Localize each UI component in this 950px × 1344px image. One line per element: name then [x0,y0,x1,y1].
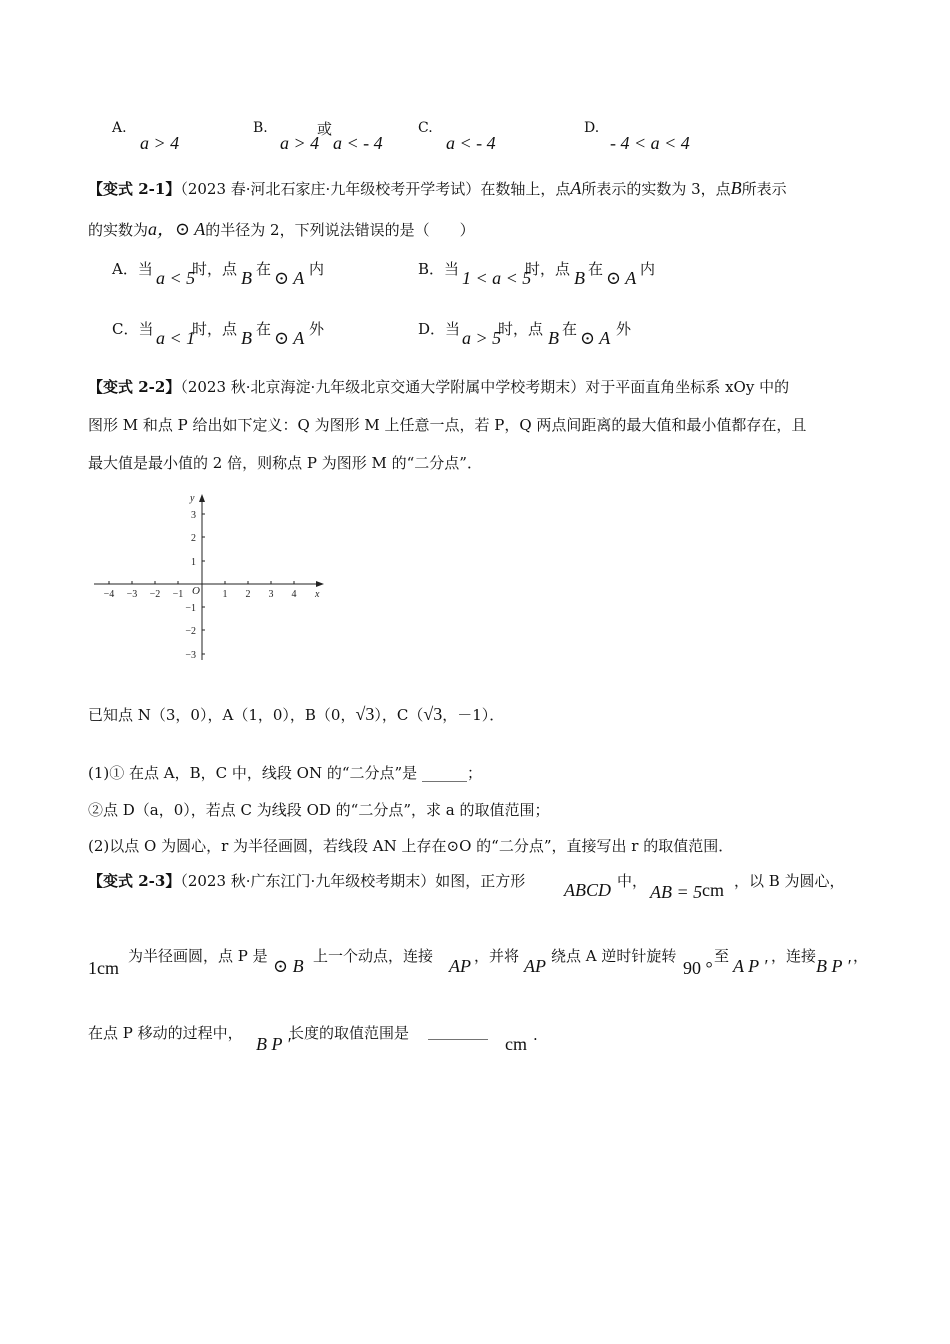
period: . [533,1026,538,1044]
point-b: B [730,178,742,198]
text: 所表示的实数为 3，点 [581,180,731,198]
option-b-expr1: a > 4 [280,133,320,153]
coordinate-grid-figure [88,490,338,665]
text: 所表示 [741,180,787,198]
variant-2-2-line2: 图形 M 和点 P 给出如下定义：Q 为图形 M 上任意一点，若 P，Q 两点间距离的最大值和最小值都存在，且 [88,416,807,434]
variant-2-2-line3: 最大值是最小值的 2 倍，则称点 P 为图形 M 的“二分点”． [88,454,482,472]
v21-option-c-b: B [241,328,252,348]
sqrt3: √3 [423,704,443,724]
x-axis-arrow [316,581,324,587]
unit-cm: cm [505,1034,527,1054]
x-tick-label: 4 [291,589,297,600]
variant-tag: 【变式 2-1】 [88,180,181,198]
y-tick-label: −3 [185,650,196,661]
variant-tag: 【变式 2-2】 [88,378,181,396]
v21-option-c-end: 外 [309,320,325,338]
text: ，并将 [474,947,520,965]
variant-tag: 【变式 2-3】 [88,872,181,890]
question-1-2: ②点 D（a，0），若点 C 为线段 OD 的“二分点”，求 a 的取值范围； [88,801,550,819]
variant-2-1-line1 [88,178,787,199]
text: 绕点 A 逆时针旋转 [551,947,677,965]
v21-option-b-circle: ⊙ A [606,268,637,288]
text: 已知点 N（3，0），A（1，0），B（0， [88,706,356,724]
v21-option-a-end: 内 [309,260,325,278]
v21-option-d-expr: a > 5 [462,328,502,348]
v21-option-d-mid: 时，点 [498,320,544,338]
option-b-expr2: a < - 4 [333,133,383,153]
text: 为半径画圆，点 P 是 [128,947,268,965]
v21-option-c-circle: ⊙ A [274,328,305,348]
y-tick-label: 2 [191,533,196,544]
v21-option-d-circle: ⊙ A [580,328,611,348]
text: 长度的取值范围是 [289,1024,410,1042]
answer-blank[interactable]: ________ [428,1022,488,1040]
sqrt3: √3 [355,704,375,724]
x-tick-label: 1 [222,589,228,600]
v21-option-b-expr: 1 < a < 5 [462,268,532,288]
text: 上一个动点，连接 [313,947,434,965]
x-tick-label: −4 [103,589,115,600]
unit-cm: cm [97,958,119,978]
unit-cm: cm [702,880,724,900]
y-axis-arrow [199,494,205,502]
text: ，连接 [771,947,817,965]
text: （2023 秋·广东江门·九年级校考期末）如图，正方形 [180,872,526,890]
text: ），C（ [374,706,424,724]
known-points-line [88,704,504,725]
y-axis-label: y [190,493,195,504]
x-tick-label: −2 [149,589,161,600]
text: 的实数为 [88,221,149,239]
v21-option-b-mid: 时，点 [525,260,571,278]
radius-value [88,958,119,979]
variant-2-1-line2 [88,215,475,241]
text: 在点 P 移动的过程中， [88,1024,243,1042]
segment-b-pprime: B P ′ [816,956,851,976]
option-a-label: A. [112,120,127,136]
v21-option-c-mid: 时，点 [192,320,238,338]
option-c-expr: a < - 4 [446,133,496,153]
v21-option-d-in: 在 [562,320,578,338]
x-axis-label: x [315,589,320,600]
option-b-or: 或 [317,120,333,138]
text: ，以 B 为圆心， [734,872,845,890]
text: 至 [714,947,730,965]
label: A．当 [112,260,153,278]
y-tick-label: −1 [185,603,196,614]
text: 在数轴上，点 [480,180,571,198]
angle-90: 90 ° [683,958,713,978]
var-a: a [148,219,158,239]
ab-equation: AB = 5 [650,882,703,902]
variant-2-2-line1 [88,376,789,397]
square-abcd: ABCD [564,880,611,900]
x-tick-label: −3 [126,589,138,600]
v21-option-d-end: 外 [616,320,632,338]
text: 的半径为 2，下列说法错误的是（ ） [205,221,475,239]
segment-b-pprime: B P ′ [256,1034,291,1054]
option-b-label: B. [253,120,268,136]
origin-label: O [192,585,200,597]
v21-option-d-b: B [548,328,559,348]
variant-source: （2023 春·河北石家庄·九年级校考开学考试） [180,180,481,198]
v21-option-a-in: 在 [256,260,272,278]
v21-option-b-in: 在 [588,260,604,278]
text: ，－1）． [442,706,505,724]
question-2: (2)以点 O 为圆心，r 为半径画圆，若线段 AN 上存在⊙O 的“二分点”，直接写出 r 的取值范围． [88,837,734,855]
v21-option-c-in: 在 [256,320,272,338]
segment-ap: AP [524,956,546,976]
v21-option-c: C．当 [112,320,154,338]
y-tick-label: 3 [191,510,196,521]
v21-option-c-expr: a < 1 [156,328,196,348]
v21-option-b-b: B [574,268,585,288]
v21-option-b-end: 内 [640,260,656,278]
v21-option-a-mid: 时，点 [192,260,238,278]
v21-option-a-b: B [241,268,252,288]
option-a-expr: a > 4 [140,133,180,153]
v21-option-a-expr: a < 5 [156,268,196,288]
v21-option-a [112,258,153,279]
y-tick-label: 1 [191,557,196,568]
variant-2-3-line1-start [88,870,525,891]
point-a: A [570,178,582,198]
option-d-expr: - 4 < a < 4 [610,133,690,153]
v21-option-b: B．当 [418,260,460,278]
x-tick-label: −1 [172,589,184,600]
circle-a: ，⊙ A [157,219,206,239]
y-tick-label: −2 [185,626,196,637]
segment-ap: AP [449,956,471,976]
question-1-1: (1)① 在点 A，B，C 中，线段 ON 的“二分点”是 ______； [88,764,482,782]
x-tick-label: 3 [268,589,274,600]
one: 1 [88,958,97,978]
option-d-label: D. [584,120,600,136]
option-c-label: C. [418,120,433,136]
v21-option-d: D．当 [418,320,461,338]
text: ， [853,947,869,965]
v21-option-a-circle: ⊙ A [274,268,305,288]
circle-b: ⊙ B [273,956,304,976]
text: （2023 秋·北京海淀·九年级北京交通大学附属中学校考期末）对于平面直角坐标系 xOy 中的 [180,378,790,396]
segment-a-pprime: A P ′ [733,956,768,976]
x-tick-label: 2 [245,589,251,600]
text: 中， [617,872,648,890]
